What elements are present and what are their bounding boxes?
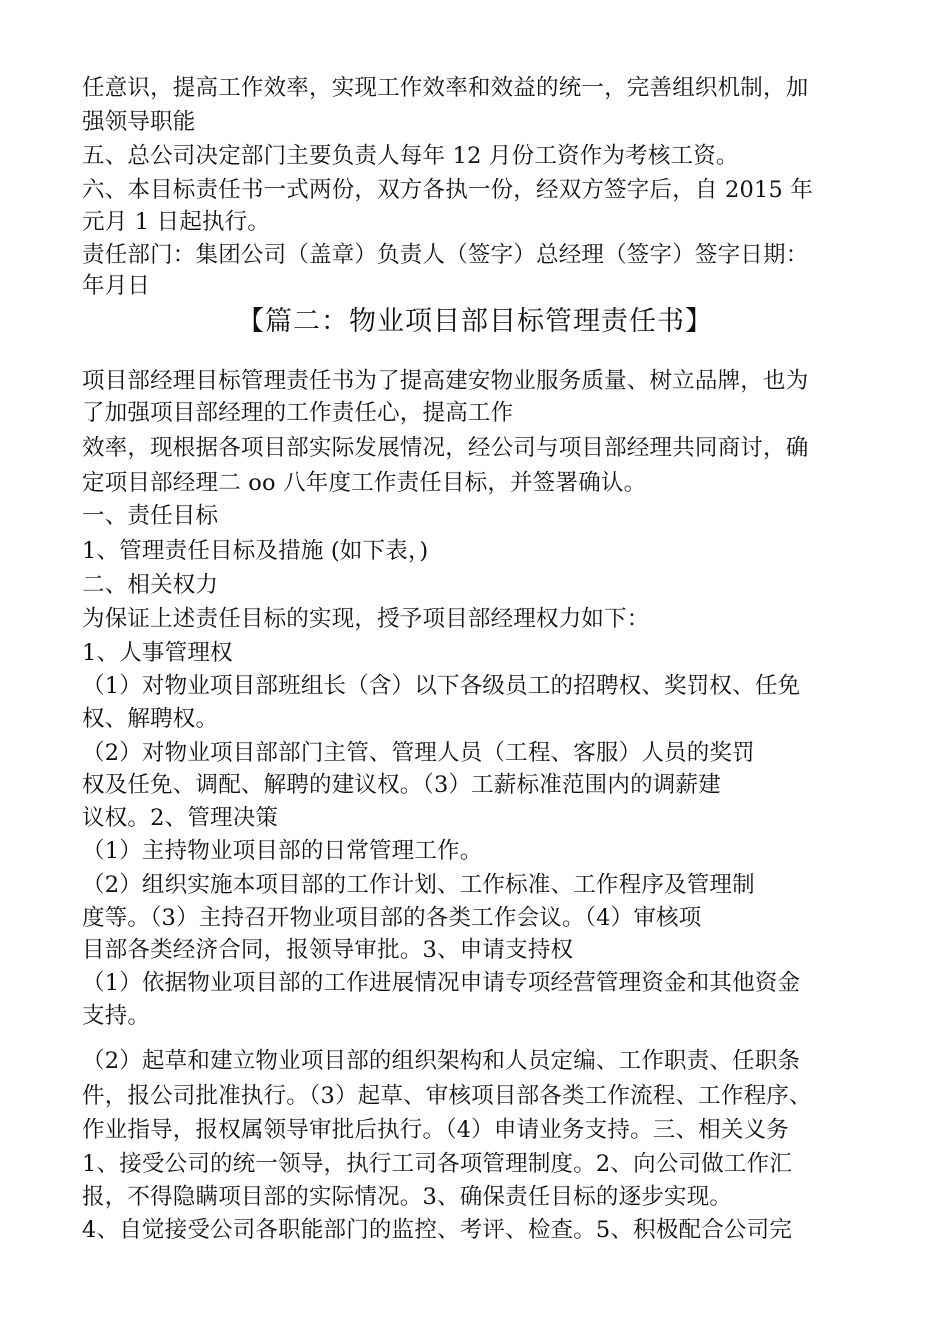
section-title: 【篇二：物业项目部目标管理责任书】 (237, 306, 713, 337)
date-line: 年月日 (82, 273, 151, 299)
text-line: 为保证上述责任目标的实现，授予项目部经理权力如下： (82, 606, 650, 632)
text-line: 4、自觉接受公司各职能部门的监控、考评、检查。5、积极配合公司完 (82, 1217, 793, 1243)
text-line: 1、接受公司的统一领导，执行工司各项管理制度。2、向公司做工作汇 (82, 1151, 793, 1177)
heading-line: 二、相关权力 (82, 572, 219, 598)
text-line: 权及任免、调配、解聘的建议权。（3）工薪标准范围内的调薪建 (82, 772, 721, 798)
text-line: 任意识，提高工作效率，实现工作效率和效益的统一，完善组织机制，加 (82, 75, 809, 101)
text-line: （2）起草和建立物业项目部的组织架构和人员定编、工作职责、任职条 (82, 1048, 801, 1074)
text-line: 目部各类经济合同，报领导审批。3、申请支持权 (82, 937, 574, 963)
text-line: 作业指导，报权属领导审批后执行。（4）申请业务支持。三、相关义务 (82, 1117, 789, 1143)
text-line: （1）主持物业项目部的日常管理工作。 (82, 838, 483, 864)
text-line: 1、人事管理权 (82, 640, 233, 666)
text-line: 五、总公司决定部门主要负责人每年 12 月份工资作为考核工资。 (82, 143, 739, 169)
text-line: 报，不得隐瞒项目部的实际情况。3、确保责任目标的逐步实现。 (82, 1184, 733, 1210)
text-line: 度等。（3）主持召开物业项目部的各类工作会议。（4）审核项 (82, 905, 702, 931)
text-line: 定项目部经理二 oo 八年度工作责任目标，并签署确认。 (82, 470, 647, 496)
text-line: 1、管理责任目标及措施 (如下表，) (82, 538, 429, 564)
text-line: （1）依据物业项目部的工作进展情况申请专项经营管理资金和其他资金 (82, 970, 801, 996)
text-line: 了加强项目部经理的工作责任心，提高工作 (82, 400, 514, 426)
text-line: 权、解聘权。 (82, 706, 219, 732)
text-line: 强领导职能 (82, 109, 196, 135)
text-line: 支持。 (82, 1003, 151, 1029)
signature-line: 责任部门：集团公司（盖章）负责人（签字）总经理（签字）签字日期： (82, 242, 809, 268)
text-line: 六、本目标责任书一式两份，双方各执一份，经双方签字后，自 2015 年 (82, 177, 814, 203)
text-line: 议权。2、管理决策 (82, 805, 279, 831)
text-line: 元月 1 日起执行。 (82, 209, 271, 235)
text-line: 项目部经理目标管理责任书为了提高建安物业服务质量、树立品牌，也为 (82, 368, 809, 394)
text-line: （2）对物业项目部部门主管、管理人员（工程、客服）人员的奖罚 (82, 740, 755, 766)
heading-line: 一、责任目标 (82, 503, 219, 529)
text-line: （2）组织实施本项目部的工作计划、工作标准、工作程序及管理制 (82, 872, 755, 898)
text-line: （1）对物业项目部班组长（含）以下各级员工的招聘权、奖罚权、任免 (82, 673, 801, 699)
text-line: 效率，现根据各项目部实际发展情况，经公司与项目部经理共同商讨，确 (82, 435, 809, 461)
text-line: 件，报公司批准执行。（3）起草、审核项目部各类工作流程、工作程序、 (82, 1083, 812, 1109)
